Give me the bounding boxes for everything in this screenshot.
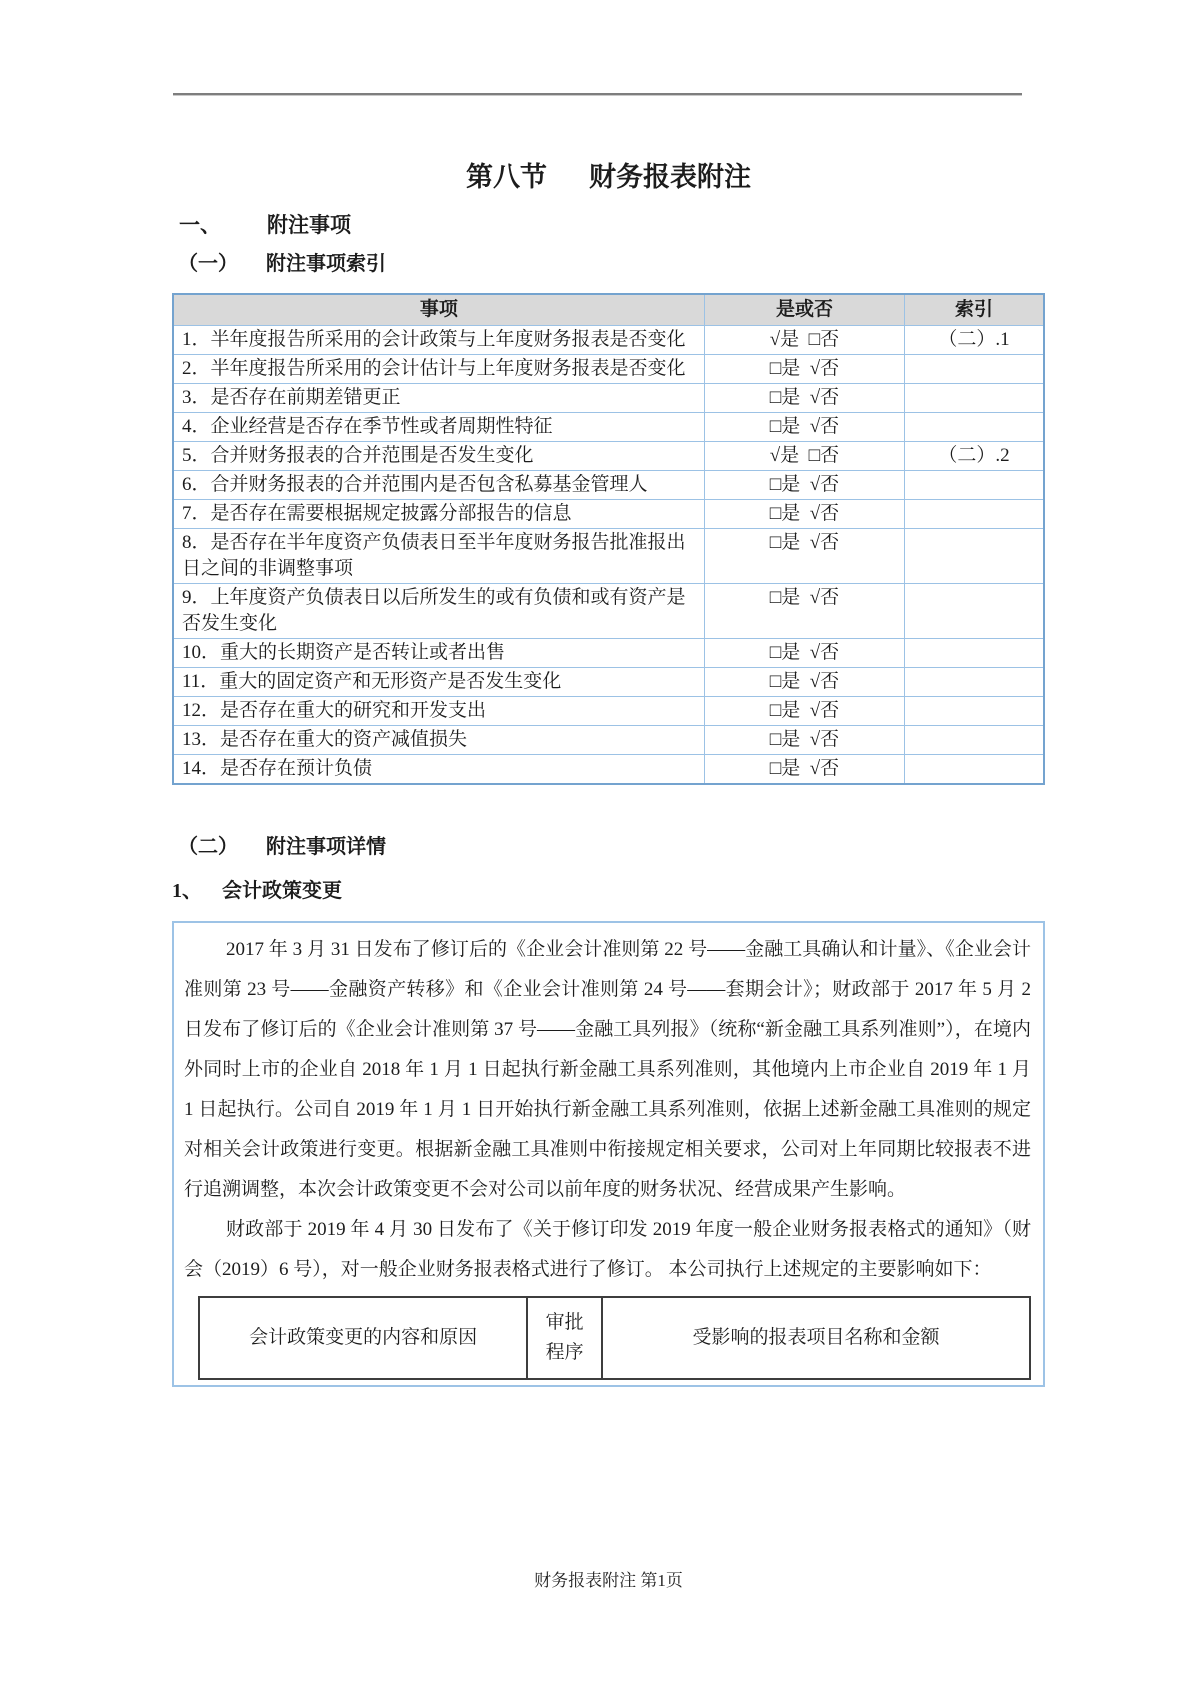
index-cell: [905, 355, 1044, 384]
item-cell: 9．上年度资产负债表日以后所发生的或有负债和或有资产是否发生变化: [173, 584, 704, 639]
yes-no-cell: √是 □否: [704, 326, 904, 355]
item-cell: 8．是否存在半年度资产负债表日至半年度财务报告批准报出日之间的非调整事项: [173, 529, 704, 584]
section-number: 一、: [179, 213, 221, 237]
table-row: [173, 726, 1044, 755]
table-row: [173, 697, 1044, 726]
page-title: [172, 161, 1045, 193]
yes-no-cell: □是 √否: [704, 471, 904, 500]
yes-no-cell: √是 □否: [704, 442, 904, 471]
approval-line2: 程序: [545, 1342, 584, 1363]
item-cell: 3．是否存在前期差错更正: [173, 384, 704, 413]
table-row: [173, 639, 1044, 668]
yes-no-cell: □是 √否: [704, 413, 904, 442]
subsection-title: 附注事项索引: [266, 253, 386, 275]
item-title: 会计政策变更: [222, 880, 342, 902]
table-row: [173, 413, 1044, 442]
item-cell: 6．合并财务报表的合并范围内是否包含私募基金管理人: [173, 471, 704, 500]
table-row: [173, 584, 1044, 639]
table-row: [173, 755, 1044, 785]
index-cell: [905, 500, 1044, 529]
item-cell: 5．合并财务报表的合并范围是否发生变化: [173, 442, 704, 471]
yes-no-cell: □是 √否: [704, 755, 904, 785]
index-cell: [905, 413, 1044, 442]
policy-paragraph-1: 2017 年 3 月 31 日发布了修订后的《企业会计准则第 22 号——金融工具确认和计量》、《企业会计准则第 23 号——金融资产转移》和《企业会计准则第 24 号——套期会计》；财政部于 2017 年 5 月 2 日发布了修订后的《企业会计准则第 37 号——金融工具列报》（统称“新金融工具系列准则”），在境内外同时上市的企业自 2018 年 1 月 1 日起执行新金融工具系列准则，其他境内上市企业自 2019 年 1 月 1 日起执行。公司自 2019 年 1 月 1 日开始执行新金融工具系列准则，依据上述新金融工具准则的规定对相关会计政策进行变更。根据新金融工具准则中衔接规定相关要求，公司对上年同期比较报表不进行追溯调整，本次会计政策变更不会对公司以前年度的财务状况、经营成果产生影响。: [184, 939, 1031, 1200]
table-row: [173, 384, 1044, 413]
notes-index-table: [172, 293, 1045, 785]
index-cell: [905, 471, 1044, 500]
subsection-number: （一）: [178, 253, 238, 275]
subsection-heading-index: [172, 252, 1045, 276]
page-title-text: 财务报表附注: [589, 162, 751, 192]
page-footer: 财务报表附注 第1页: [534, 1571, 683, 1590]
item-cell: 12．是否存在重大的研究和开发支出: [173, 697, 704, 726]
subsection-title: 附注事项详情: [266, 836, 386, 858]
yes-no-cell: □是 √否: [704, 355, 904, 384]
index-cell: （二）.2: [905, 442, 1044, 471]
column-header-yes-no: 是或否: [704, 294, 904, 326]
table-row: [173, 471, 1044, 500]
column-header-affected-items: 受影响的报表项目名称和金额: [602, 1297, 1030, 1379]
item-cell: 10．重大的长期资产是否转让或者出售: [173, 639, 704, 668]
yes-no-cell: □是 √否: [704, 529, 904, 584]
column-header-index: 索引: [905, 294, 1044, 326]
table-row: [173, 668, 1044, 697]
index-cell: （二）.1: [905, 326, 1044, 355]
yes-no-cell: □是 √否: [704, 500, 904, 529]
section-title: 附注事项: [267, 213, 351, 237]
index-cell: [905, 639, 1044, 668]
yes-no-cell: □是 √否: [704, 668, 904, 697]
item-cell: 13．是否存在重大的资产减值损失: [173, 726, 704, 755]
table-row: [173, 442, 1044, 471]
policy-paragraph-2: 财政部于 2019 年 4 月 30 日发布了《关于修订印发 2019 年度一般企业财务报表格式的通知》（财会（2019）6 号），对一般企业财务报表格式进行了修订。 本公司执行上述规定的主要影响如下：: [184, 1219, 1031, 1280]
table-header-row: [173, 294, 1044, 326]
column-header-approval-procedure: [527, 1297, 602, 1379]
page-title-section-number: 第八节: [466, 162, 547, 192]
index-cell: [905, 668, 1044, 697]
item-cell: 14．是否存在预计负债: [173, 755, 704, 785]
table-row: [173, 529, 1044, 584]
item-cell: 4．企业经营是否存在季节性或者周期性特征: [173, 413, 704, 442]
table-header-row: [199, 1297, 1030, 1379]
subsection-number: （二）: [178, 836, 238, 858]
table-row: [173, 500, 1044, 529]
policy-change-box: [172, 921, 1045, 1387]
item-cell: 11．重大的固定资产和无形资产是否发生变化: [173, 668, 704, 697]
column-header-item: 事项: [173, 294, 704, 326]
section-heading-notes: [172, 213, 1045, 238]
approval-line1: 审批: [545, 1312, 584, 1333]
yes-no-cell: □是 √否: [704, 639, 904, 668]
item-heading-accounting-policy-change: [172, 879, 1045, 903]
policy-change-table: [198, 1296, 1031, 1380]
index-cell: [905, 726, 1044, 755]
table-row: [173, 326, 1044, 355]
subsection-heading-details: [172, 835, 1045, 859]
column-header-change-content: 会计政策变更的内容和原因: [199, 1297, 527, 1379]
index-cell: [905, 584, 1044, 639]
item-number: 1、: [172, 880, 202, 902]
item-cell: 2．半年度报告所采用的会计估计与上年度财务报表是否变化: [173, 355, 704, 384]
yes-no-cell: □是 √否: [704, 697, 904, 726]
yes-no-cell: □是 √否: [704, 584, 904, 639]
yes-no-cell: □是 √否: [704, 726, 904, 755]
index-cell: [905, 755, 1044, 785]
page-content: [172, 0, 1045, 1387]
yes-no-cell: □是 √否: [704, 384, 904, 413]
item-cell: 7．是否存在需要根据规定披露分部报告的信息: [173, 500, 704, 529]
item-cell: 1．半年度报告所采用的会计政策与上年度财务报表是否变化: [173, 326, 704, 355]
index-cell: [905, 529, 1044, 584]
table-row: [173, 355, 1044, 384]
index-cell: [905, 697, 1044, 726]
index-cell: [905, 384, 1044, 413]
